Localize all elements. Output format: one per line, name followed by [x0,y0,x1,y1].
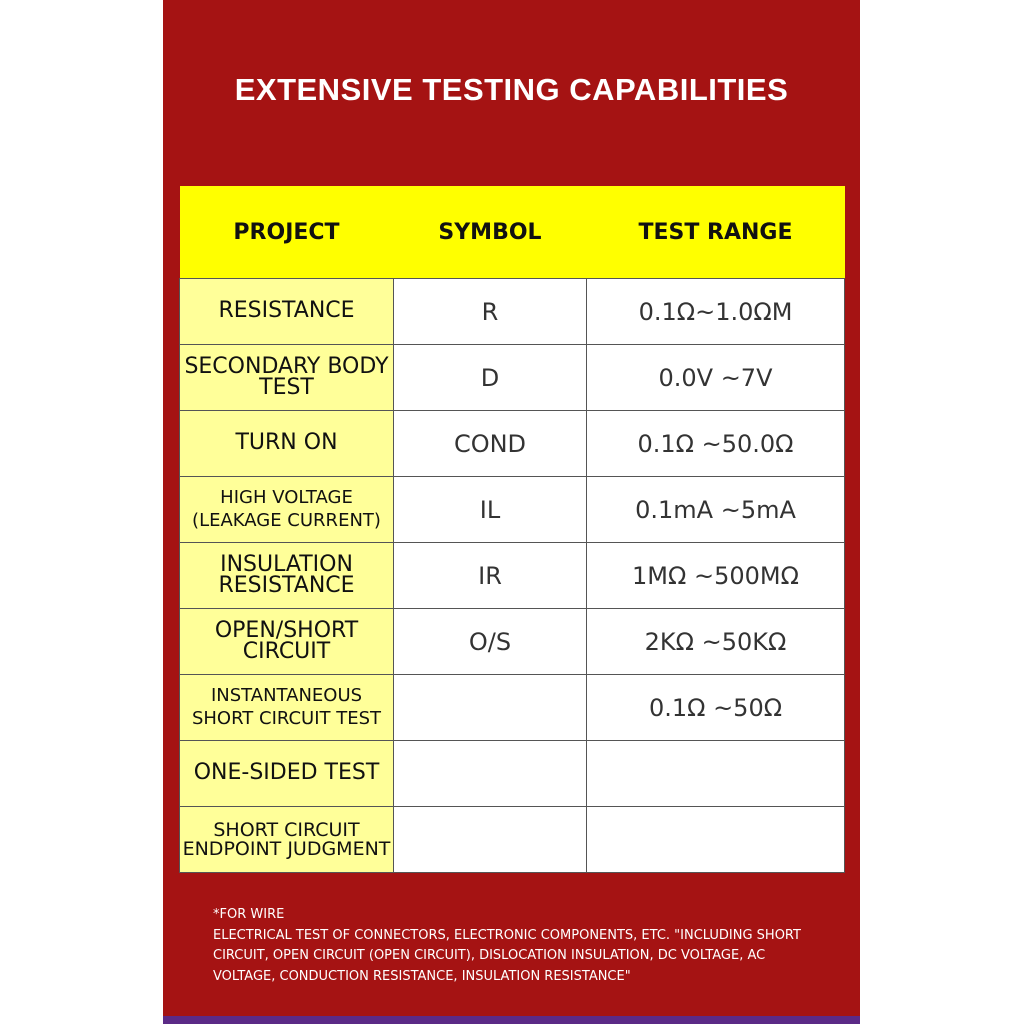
project-cell: TURN ON [180,411,394,477]
project-cell: SHORT CIRCUIT ENDPOINT JUDGMENT [180,807,394,873]
table-row [180,807,845,873]
table-row [180,675,845,741]
range-cell: 1MΩ ~500MΩ [587,543,845,609]
footnote [213,905,823,987]
table-row [180,741,845,807]
table-row [180,411,845,477]
symbol-cell: D [394,345,587,411]
project-cell: HIGH VOLTAGE (LEAKAGE CURRENT) [180,477,394,543]
range-cell: 0.1Ω ~50.0Ω [587,411,845,477]
project-cell: SECONDARY BODY TEST [180,345,394,411]
symbol-cell: COND [394,411,587,477]
table-row [180,477,845,543]
table-row [180,543,845,609]
range-cell [587,741,845,807]
symbol-cell: IL [394,477,587,543]
symbol-cell: O/S [394,609,587,675]
header-project: PROJECT [180,186,394,279]
project-cell: RESISTANCE [180,279,394,345]
project-cell: ONE-SIDED TEST [180,741,394,807]
project-cell: INSULATION RESISTANCE [180,543,394,609]
project-cell: OPEN/SHORT CIRCUIT [180,609,394,675]
project-cell: INSTANTANEOUS SHORT CIRCUIT TEST [180,675,394,741]
range-cell: 2KΩ ~50KΩ [587,609,845,675]
symbol-cell [394,741,587,807]
symbol-cell [394,807,587,873]
poster-title: EXTENSIVE TESTING CAPABILITIES [234,72,789,107]
table-row [180,279,845,345]
footnote-text: ELECTRICAL TEST OF CONNECTORS, ELECTRONIC COMPONENTS, ETC. "INCLUDING SHORT CIRCUIT, OPEN CIRCUIT (OPEN CIRCUIT), DISLOCATION INSULATION, DC VOLTAGE, AC VOLTAGE, CONDUCTION RESISTANCE, INSULATION RESISTANCE" [213,927,801,984]
footnote-heading: *FOR WIRE [213,907,285,922]
symbol-cell: IR [394,543,587,609]
range-cell [587,807,845,873]
range-cell: 0.1Ω~1.0ΩM [587,279,845,345]
range-cell: 0.1mA ~5mA [587,477,845,543]
capabilities-table [179,186,845,873]
bottom-strip [163,1016,860,1024]
symbol-cell [394,675,587,741]
header-symbol: SYMBOL [394,186,587,279]
table-row [180,345,845,411]
table-row [180,609,845,675]
table-header-row [180,186,845,279]
symbol-cell: R [394,279,587,345]
range-cell: 0.1Ω ~50Ω [587,675,845,741]
capabilities-poster [163,0,860,1024]
range-cell: 0.0V ~7V [587,345,845,411]
header-test-range: TEST RANGE [587,186,845,279]
